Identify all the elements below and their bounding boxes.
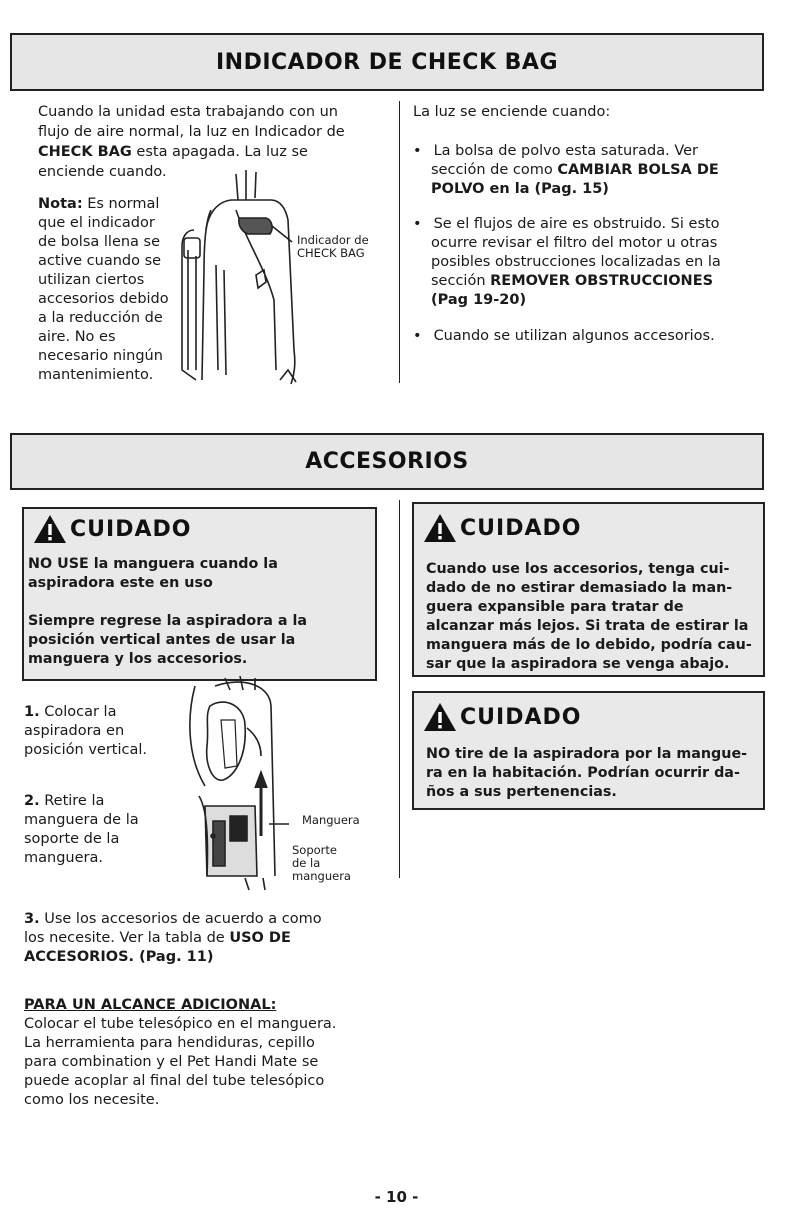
intro-line (38, 143, 308, 163)
step-line (24, 703, 116, 723)
caution-line: ra en la habitación. Podrían ocurrir da- (426, 765, 740, 781)
step-line (24, 929, 291, 949)
bullet-bold: REMOVER OBSTRUCCIONES (490, 273, 714, 289)
caution-title-text: CUIDADO (70, 516, 192, 542)
column-divider (399, 101, 400, 383)
step-bold: USO DE (229, 930, 291, 946)
extra-line: para combination y el Pet Handi Mate se (24, 1054, 319, 1070)
extra-line: puede acoplar al final del tube telesópico (24, 1073, 325, 1089)
note-label: Nota: (38, 196, 83, 212)
intro-line: flujo de aire normal, la luz en Indicador de (38, 124, 345, 140)
caution-line: alcanzar más lejos. Si trata de estirar la (426, 618, 749, 634)
step-number: 1. (24, 704, 40, 720)
caution-title (422, 512, 581, 544)
extra-heading: PARA UN ALCANCE ADICIONAL: (24, 997, 277, 1013)
bullet-dot: • (413, 328, 422, 344)
note-line: active cuando se (38, 253, 162, 269)
bullet-line: (Pag 19-20) (431, 292, 527, 308)
caution-line: dado de no estirar demasiado la man- (426, 580, 733, 596)
section-banner-check-bag (10, 33, 764, 91)
caution-line: NO tire de la aspiradora por la mangue- (426, 746, 748, 762)
caution-line: posición vertical antes de usar la (28, 632, 296, 648)
step-text: Colocar la (39, 704, 117, 720)
bullet-line (431, 272, 713, 292)
section-title: INDICADOR DE CHECK BAG (215, 49, 559, 75)
caution-line: Siempre regrese la aspiradora a la (28, 613, 308, 629)
extra-line: Colocar el tube telesópico en el manguera. (24, 1016, 337, 1032)
extra-line: La herramienta para hendiduras, cepillo (24, 1035, 315, 1051)
figure-label-line: Indicador de (297, 233, 369, 247)
column-divider (399, 500, 400, 878)
step-line: soporte de la (24, 831, 120, 847)
caution-line: sar que la aspiradora se venga abajo. (426, 656, 730, 672)
bullet-text: La bolsa de polvo esta saturada. Ver (433, 143, 698, 159)
step-line: posición vertical. (24, 742, 148, 758)
step-line (24, 792, 104, 812)
right-intro: La luz se enciende cuando: (413, 104, 611, 120)
caution-line: guera expansible para tratar de (426, 599, 684, 615)
figure-label-line: de la (292, 856, 321, 870)
figure-label-line: manguera (292, 869, 351, 883)
figure-label-line: Soporte (292, 843, 337, 857)
note-line (38, 195, 159, 215)
extra-line: como los necesite. (24, 1092, 160, 1108)
caution-box (412, 502, 765, 677)
note-line: a la reducción de (38, 310, 163, 326)
bullet-dot: • (413, 143, 422, 159)
bullet-line (413, 327, 715, 347)
caution-title-text: CUIDADO (460, 515, 582, 541)
caution-line: NO USE la manguera cuando la (28, 556, 278, 572)
intro-text: esta apagada. La luz se (131, 144, 308, 160)
bullet-line: posibles obstrucciones localizadas en la (431, 254, 721, 270)
note-line: que el indicador (38, 215, 155, 231)
section-banner-accesorios (10, 433, 764, 490)
bullet-text: sección de como (431, 162, 558, 178)
intro-line: Cuando la unidad esta trabajando con un (38, 104, 338, 120)
bullet-text: Se el flujos de aire es obstruido. Si esto (433, 216, 720, 232)
note-line: aire. No es (38, 329, 116, 345)
vacuum-indicator-illustration (176, 170, 336, 388)
step-text: Use los accesorios de acuerdo a como (39, 911, 322, 927)
bullet-text: Cuando se utilizan algunos accesorios. (433, 328, 715, 344)
warning-icon (422, 701, 458, 733)
step-text: Retire la (39, 793, 105, 809)
step-line: manguera de la (24, 812, 139, 828)
caution-title-text: CUIDADO (460, 704, 582, 730)
intro-line: enciende cuando. (38, 164, 167, 180)
bullet-line (413, 142, 698, 162)
figure-label (297, 234, 369, 260)
step-line (24, 910, 322, 930)
step-text: los necesite. Ver la tabla de (24, 930, 230, 946)
step-line: aspiradora en (24, 723, 125, 739)
caution-box (22, 507, 377, 681)
bullet-line: POLVO en la (Pag. 15) (431, 181, 609, 197)
caution-line: manguera y los accesorios. (28, 651, 248, 667)
bullet-bold: CAMBIAR BOLSA DE (557, 162, 719, 178)
step-number: 2. (24, 793, 40, 809)
step-number: 3. (24, 911, 40, 927)
caution-line: aspiradora este en uso (28, 575, 213, 591)
figure-label-hose: Manguera (302, 813, 360, 827)
note-line: utilizan ciertos (38, 272, 145, 288)
note-line: accesorios debido (38, 291, 169, 307)
note-text: Es normal (82, 196, 160, 212)
warning-icon (32, 513, 68, 545)
bullet-line: ocurre revisar el filtro del motor u otras (431, 235, 718, 251)
bullet-line (431, 161, 719, 181)
note-line: de bolsa llena se (38, 234, 161, 250)
section-title: ACCESORIOS (305, 449, 469, 474)
warning-icon (422, 512, 458, 544)
caution-line: Cuando use los accesorios, tenga cui- (426, 561, 730, 577)
caution-title (32, 513, 191, 545)
note-line: mantenimiento. (38, 367, 154, 383)
bullet-line (413, 215, 720, 235)
step-line: manguera. (24, 850, 103, 866)
bullet-dot: • (413, 216, 422, 232)
caution-line: manguera más de lo debido, podría cau- (426, 637, 752, 653)
figure-label-holder (292, 844, 351, 883)
caution-box (412, 691, 765, 810)
caution-title (422, 701, 581, 733)
figure-label-line: CHECK BAG (297, 246, 365, 260)
step-line: ACCESORIOS. (Pag. 11) (24, 949, 214, 965)
note-line: necesario ningún (38, 348, 163, 364)
caution-line: ños a sus pertenencias. (426, 784, 617, 800)
bullet-text: sección (431, 273, 491, 289)
intro-bold: CHECK BAG (38, 144, 132, 160)
page-number: - 10 - (374, 1188, 419, 1206)
vacuum-hose-illustration (185, 676, 295, 892)
